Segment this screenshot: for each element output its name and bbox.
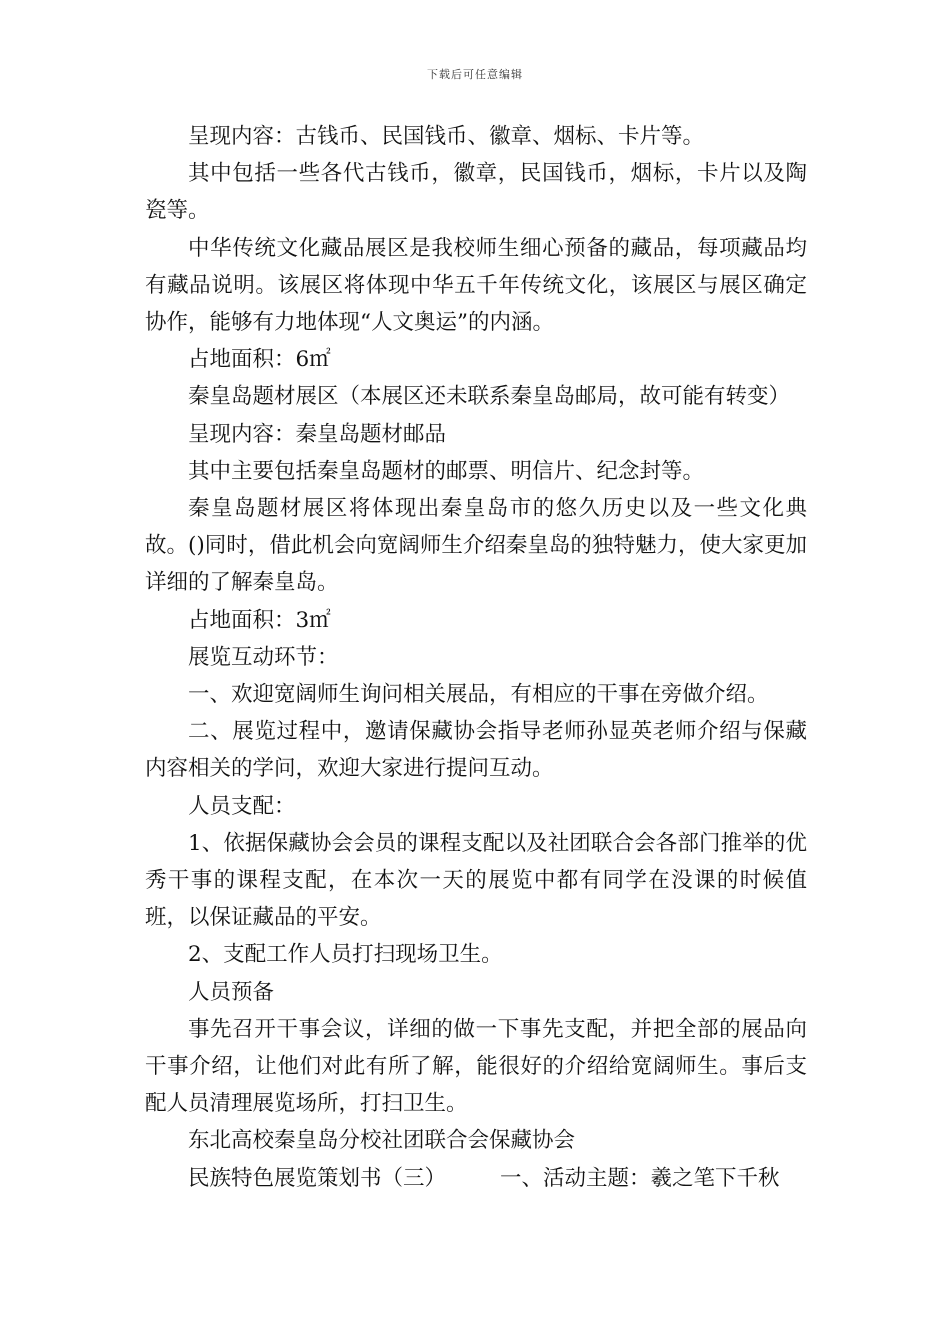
paragraph: 人员预备 (188, 979, 275, 1005)
paragraph: 展览互动环节： (188, 644, 339, 670)
paragraph: 事先召开干事会议，详细的做一下事先支配，并把全部的展品向干事介绍，让他们对此有所了解，能很好的介绍给宽阔师生。事后支配人员清理展览场所，打扫卫生。 (145, 1016, 807, 1117)
paragraph: 东北高校秦皇岛分校社团联合会保藏协会 (188, 1128, 576, 1154)
paragraph: 2、支配工作人员打扫现场卫生。 (188, 942, 503, 968)
paragraph: 占地面积：6㎡ (188, 347, 331, 373)
paragraph: 其中包括一些各代古钱币，徽章，民国钱币，烟标，卡片以及陶瓷等。 (145, 161, 807, 224)
paragraph: 其中主要包括秦皇岛题材的邮票、明信片、纪念封等。 (188, 458, 705, 484)
paragraph: 秦皇岛题材展区将体现出秦皇岛市的悠久历史以及一些文化典故。()同时，借此机会向宽阔师生介绍秦皇岛的独特魅力，使大家更加详细的了解秦皇岛。 (145, 496, 807, 596)
paragraph: 1、依据保藏协会会员的课程支配以及社团联合会各部门推举的优秀干事的课程支配，在本次一天的展览中都有同学在没课的时候值班，以保证藏品的平安。 (145, 830, 807, 931)
page-header: 下载后可任意编辑 (427, 68, 523, 81)
last-line (145, 1160, 807, 1197)
paragraph: 人员支配： (188, 793, 296, 819)
paragraph: 占地面积：3㎡ (188, 607, 331, 633)
paragraph: 呈现内容：古钱币、民国钱币、徽章、烟标、卡片等。 (188, 124, 705, 149)
document-body (145, 118, 807, 1197)
paragraph: 秦皇岛题材展区（本展区还未联系秦皇岛邮局，故可能有转变） (188, 384, 791, 410)
activity-theme: 一、活动主题：羲之笔下千秋 (500, 1165, 780, 1191)
paragraph: 呈现内容：秦皇岛题材邮品 (188, 421, 447, 447)
paragraph: 一、欢迎宽阔师生询问相关展品，有相应的干事在旁做介绍。 (188, 682, 769, 708)
doc-title-three: 民族特色展览策划书（三） (188, 1165, 447, 1191)
paragraph: 二、展览过程中，邀请保藏协会指导老师孙显英老师介绍与保藏内容相关的学问，欢迎大家进行提问互动。 (145, 719, 807, 782)
paragraph: 中华传统文化藏品展区是我校师生细心预备的藏品，每项藏品均有藏品说明。该展区将体现中华五千年传统文化，该展区与展区确定协作，能够有力地体现“人文奥运”的内涵。 (145, 235, 807, 336)
